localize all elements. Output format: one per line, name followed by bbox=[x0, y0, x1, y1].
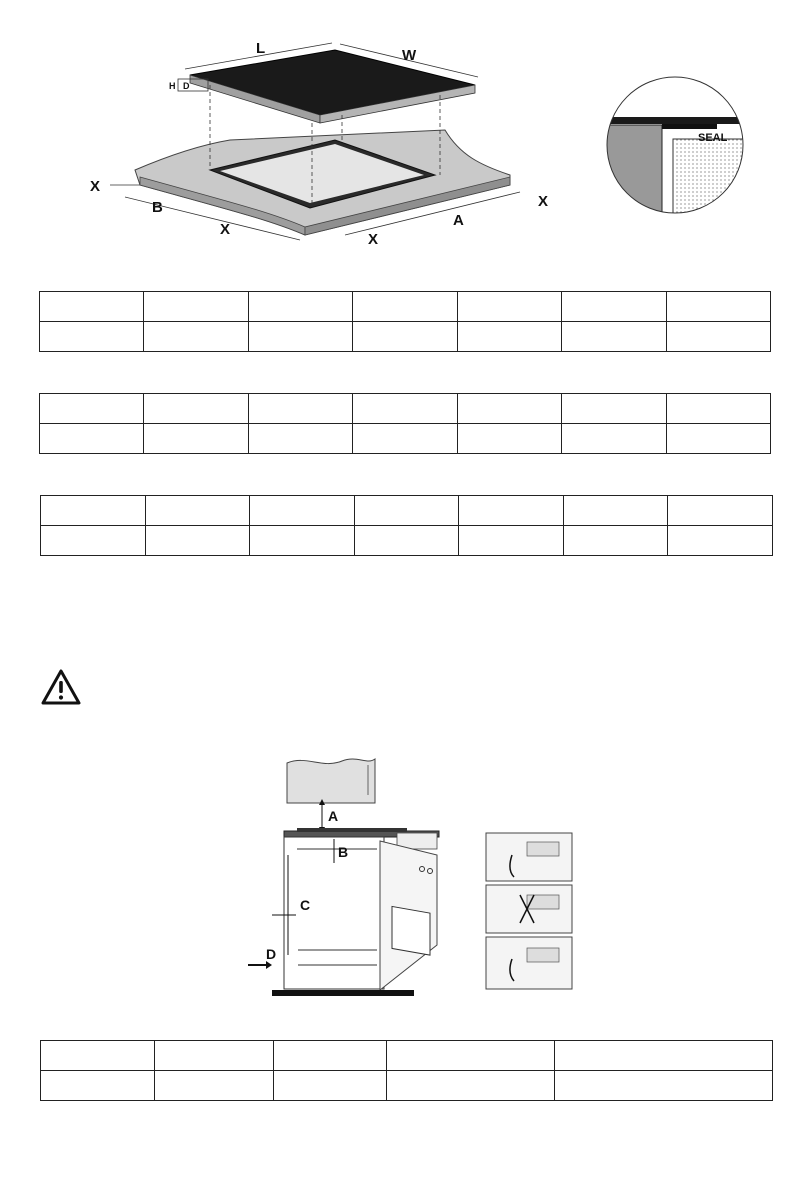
table-cell bbox=[668, 526, 773, 556]
label-b: B bbox=[152, 199, 163, 216]
table-cell bbox=[144, 292, 248, 322]
dimension-table-3 bbox=[40, 495, 773, 556]
table-cell bbox=[563, 496, 668, 526]
hob-cutout-diagram bbox=[80, 35, 570, 250]
table-cell bbox=[41, 526, 146, 556]
label-h: H bbox=[169, 81, 176, 91]
dimension-table-1 bbox=[39, 291, 771, 352]
table-cell bbox=[666, 322, 770, 352]
table-cell bbox=[144, 322, 248, 352]
table-cell bbox=[248, 424, 352, 454]
table-cell bbox=[666, 292, 770, 322]
table-cell bbox=[562, 292, 666, 322]
hob-edge bbox=[600, 117, 750, 124]
table-cell bbox=[457, 322, 561, 352]
table-cell bbox=[555, 1071, 773, 1101]
label-b-gap: B bbox=[338, 844, 349, 860]
label-a: A bbox=[453, 212, 464, 229]
worktop-section bbox=[600, 125, 662, 215]
table-cell bbox=[145, 496, 250, 526]
table-cell bbox=[155, 1071, 274, 1101]
table-cell bbox=[555, 1041, 773, 1071]
table-cell bbox=[250, 526, 355, 556]
table-cell bbox=[459, 526, 564, 556]
table-cell bbox=[562, 424, 666, 454]
table-cell bbox=[354, 496, 459, 526]
table-cell bbox=[353, 394, 457, 424]
table-cell bbox=[40, 322, 144, 352]
label-x-right: X bbox=[538, 193, 549, 210]
table-row bbox=[41, 526, 773, 556]
wall-cabinet bbox=[287, 759, 375, 803]
table-cell bbox=[274, 1041, 387, 1071]
clearance-table bbox=[40, 1040, 773, 1101]
table-cell bbox=[562, 394, 666, 424]
table-cell bbox=[563, 526, 668, 556]
table-cell bbox=[248, 322, 352, 352]
table-cell bbox=[41, 496, 146, 526]
label-x-bottom: X bbox=[368, 231, 379, 248]
table-cell bbox=[457, 394, 561, 424]
label-seal: SEAL bbox=[698, 132, 728, 144]
table-cell bbox=[562, 322, 666, 352]
label-x-bottom-left: X bbox=[220, 221, 231, 238]
table-row bbox=[40, 292, 771, 322]
table-cell bbox=[459, 496, 564, 526]
seal-detail-diagram bbox=[600, 75, 750, 215]
table-cell bbox=[155, 1041, 274, 1071]
table-cell bbox=[144, 394, 248, 424]
table-cell bbox=[387, 1071, 555, 1101]
table-row bbox=[41, 1041, 773, 1071]
table-row bbox=[40, 322, 771, 352]
table-row bbox=[41, 496, 773, 526]
table-row bbox=[40, 424, 771, 454]
table-cell bbox=[144, 424, 248, 454]
warning-triangle-icon bbox=[40, 668, 82, 706]
table-cell bbox=[387, 1041, 555, 1071]
table-cell bbox=[248, 292, 352, 322]
table-cell bbox=[250, 496, 355, 526]
table-cell bbox=[666, 424, 770, 454]
label-d-air: D bbox=[266, 946, 277, 962]
label-d: D bbox=[183, 81, 190, 91]
hob-top bbox=[190, 50, 475, 115]
label-a-clearance: A bbox=[328, 808, 339, 824]
seal-strip bbox=[662, 124, 717, 129]
table-cell bbox=[666, 394, 770, 424]
vent-detail-panels bbox=[486, 833, 572, 989]
dimension-table-2 bbox=[39, 393, 771, 454]
table-cell bbox=[457, 424, 561, 454]
label-w: W bbox=[402, 47, 417, 64]
installation-diagram bbox=[242, 745, 578, 1015]
table-cell bbox=[41, 1071, 155, 1101]
table-row bbox=[40, 394, 771, 424]
label-x-left: X bbox=[90, 178, 101, 195]
table-cell bbox=[41, 1041, 155, 1071]
table-cell bbox=[40, 292, 144, 322]
table-cell bbox=[248, 394, 352, 424]
table-cell bbox=[668, 496, 773, 526]
table-cell bbox=[274, 1071, 387, 1101]
label-c-gap: C bbox=[300, 897, 311, 913]
table-cell bbox=[457, 292, 561, 322]
label-l: L bbox=[256, 40, 266, 57]
table-cell bbox=[353, 292, 457, 322]
table-cell bbox=[353, 322, 457, 352]
table-cell bbox=[40, 424, 144, 454]
table-cell bbox=[353, 424, 457, 454]
table-row bbox=[41, 1071, 773, 1101]
table-cell bbox=[145, 526, 250, 556]
table-cell bbox=[40, 394, 144, 424]
table-cell bbox=[354, 526, 459, 556]
